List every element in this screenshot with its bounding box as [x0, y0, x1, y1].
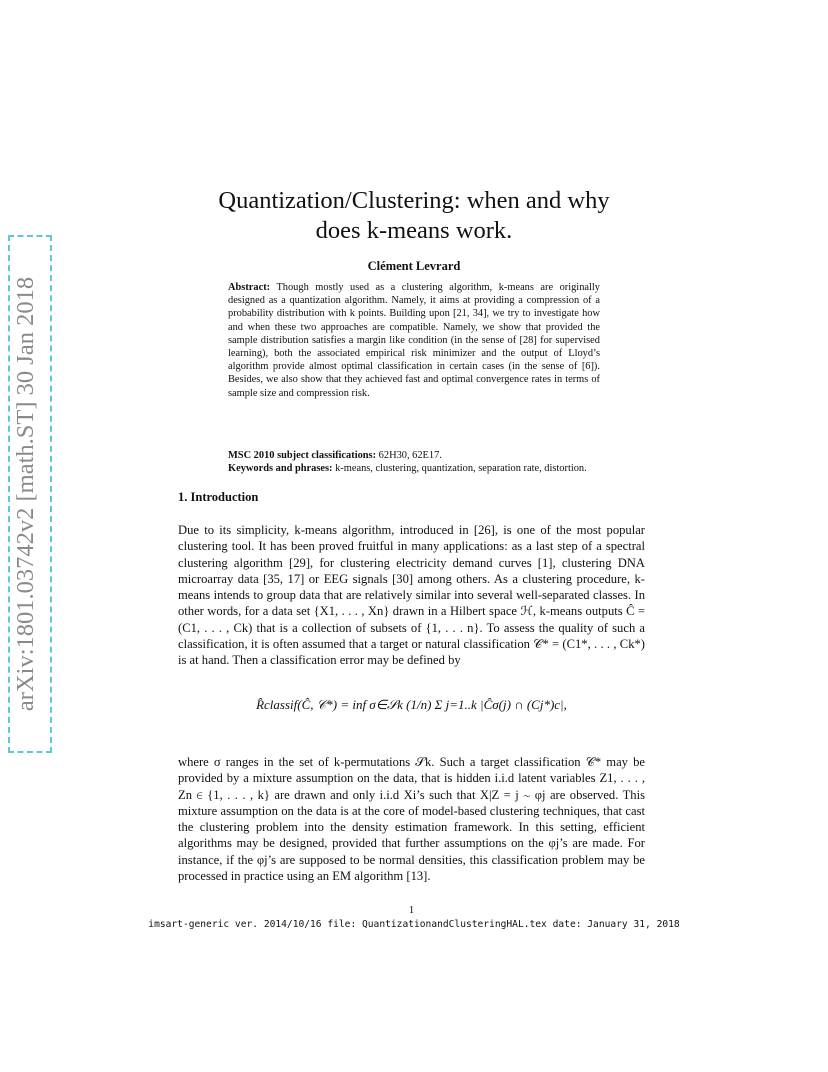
keywords-value: k-means, clustering, quantization, separation rate, distortion. — [335, 463, 587, 474]
classification-error-equation: R̂classif(Ĉ, 𝒞*) = inf σ∈𝒮k (1/n) Σ j=1..k |Ĉσ(j) ∩ (Cj*)c|, — [256, 697, 567, 712]
msc-label: MSC 2010 subject classifications: — [228, 450, 377, 461]
title-line-1: Quantization/Clustering: when and why — [218, 187, 610, 214]
author: Clément Levrard — [367, 259, 461, 273]
page-number: 1 — [408, 904, 415, 916]
title-line-2: does k-means work. — [315, 217, 513, 244]
footer: imsart-generic ver. 2014/10/16 file: QuantizationandClusteringHAL.tex date: January 31, 2018 — [148, 919, 680, 930]
abstract-label: Abstract: — [228, 282, 271, 293]
keywords — [228, 462, 600, 475]
abstract — [228, 281, 600, 400]
paper-title — [150, 186, 678, 246]
intro-paragraph-2: where σ ranges in the set of k-permutations 𝒮k. Such a target classification 𝒞* may be provided by a mixture assumption on the data, that is hidden i.i.d latent variables Z1, . . . , Zn ∈ {1, . . . , k} are drawn and only i.i.d Xi’s such that X|Z = j ∼ φj are observed. This mixture assumption on the data is at the core of model-based clustering techniques, that cast the clustering problem into the density estimation framework. In this setting, efficient algorithms may be designed, provided that further assumptions on the φj’s are made. For instance, if the φj’s are supposed to be normal densities, this classification problem may be processed in practice using an EM algorithm [13]. — [178, 755, 645, 884]
section-heading: 1. Introduction — [178, 490, 259, 504]
keywords-label: Keywords and phrases: — [228, 463, 333, 474]
intro-paragraph-1: Due to its simplicity, k-means algorithm, introduced in [26], is one of the most popular clustering tool. It has been proved fruitful in many applications: as a last step of a spectral clustering algorithm [29], for clustering electricity demand curves [1], clustering DNA microarray data [35, 17] or EEG signals [30] among others. As a clustering procedure, k-means intends to group data that are relatively similar into several well-separated classes. In other words, for a data set {X1, . . . , Xn} drawn in a Hilbert space ℋ, k-means outputs Ĉ = (C1, . . . , Ck) that is a collection of subsets of {1, . . . n}. To assess the quality of such a classification, it is often assumed that a target or natural classification 𝒞* = (C1*, . . . , Ck*) is at hand. Then a classification error may be defined by — [178, 523, 645, 668]
msc-value: 62H30, 62E17. — [378, 450, 442, 461]
abstract-text: Though mostly used as a clustering algorithm, k-means are originally designed as a quantization algorithm. Namely, it aims at providing a compression of a probability distribution with k points. Building upon [21, 34], we try to investigate how and when these two approaches are compatible. Namely, we show that provided the sample distribution satisfies a margin like condition (in the sense of [28] for supervised learning), both the associated empirical risk minimizer and the output of Lloyd’s algorithm provide almost optimal classification in certain cases (in the sense of [6]). Besides, we also show that they achieved fast and optimal convergence rates in terms of sample size and compression risk. — [228, 282, 600, 399]
arxiv-stamp: arXiv:1801.03742v2 [math.ST] 30 Jan 2018 — [12, 276, 39, 712]
msc-classifications — [228, 449, 600, 462]
